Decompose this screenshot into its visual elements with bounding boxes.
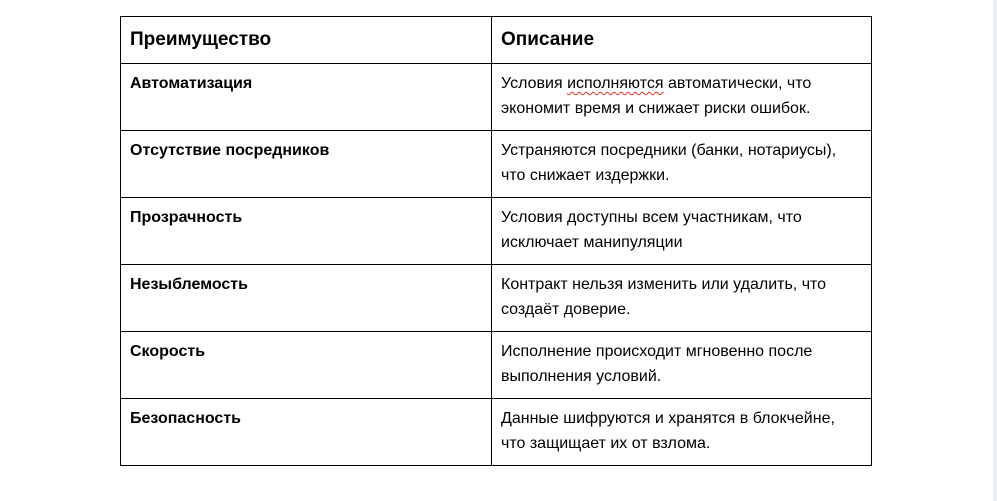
advantage-cell[interactable]: Автоматизация	[121, 64, 492, 131]
header-advantage[interactable]: Преимущество	[121, 17, 492, 64]
header-description[interactable]: Описание	[492, 17, 872, 64]
description-cell[interactable]: Данные шифруются и хранятся в блокчейне, что защищает их от взлома.	[492, 399, 872, 466]
description-cell[interactable]: Исполнение происходит мгновенно после выполнения условий.	[492, 332, 872, 399]
description-cell[interactable]: Устраняются посредники (банки, нотариусы), что снижает издержки.	[492, 131, 872, 198]
advantage-cell[interactable]: Прозрачность	[121, 198, 492, 265]
description-cell[interactable]: Контракт нельзя изменить или удалить, что создаёт доверие.	[492, 265, 872, 332]
table-row	[121, 64, 872, 131]
description-cell[interactable]: Условия доступны всем участникам, что исключает манипуляции	[492, 198, 872, 265]
advantage-cell[interactable]: Безопасность	[121, 399, 492, 466]
table-row	[121, 198, 872, 265]
advantage-cell[interactable]: Скорость	[121, 332, 492, 399]
advantages-table	[120, 16, 872, 466]
table-header-row	[121, 17, 872, 64]
description-cell[interactable]	[492, 64, 872, 131]
page-edge-divider	[993, 0, 997, 501]
advantage-cell[interactable]: Незыблемость	[121, 265, 492, 332]
table-row	[121, 332, 872, 399]
advantage-cell[interactable]: Отсутствие посредников	[121, 131, 492, 198]
table-row	[121, 399, 872, 466]
table-row	[121, 265, 872, 332]
description-text: автоматически, что экономит время и снижает риски ошибок.	[501, 75, 812, 117]
spellcheck-flagged-word[interactable]: исполняются	[567, 75, 664, 92]
description-text: Условия	[501, 75, 568, 92]
table-row	[121, 131, 872, 198]
